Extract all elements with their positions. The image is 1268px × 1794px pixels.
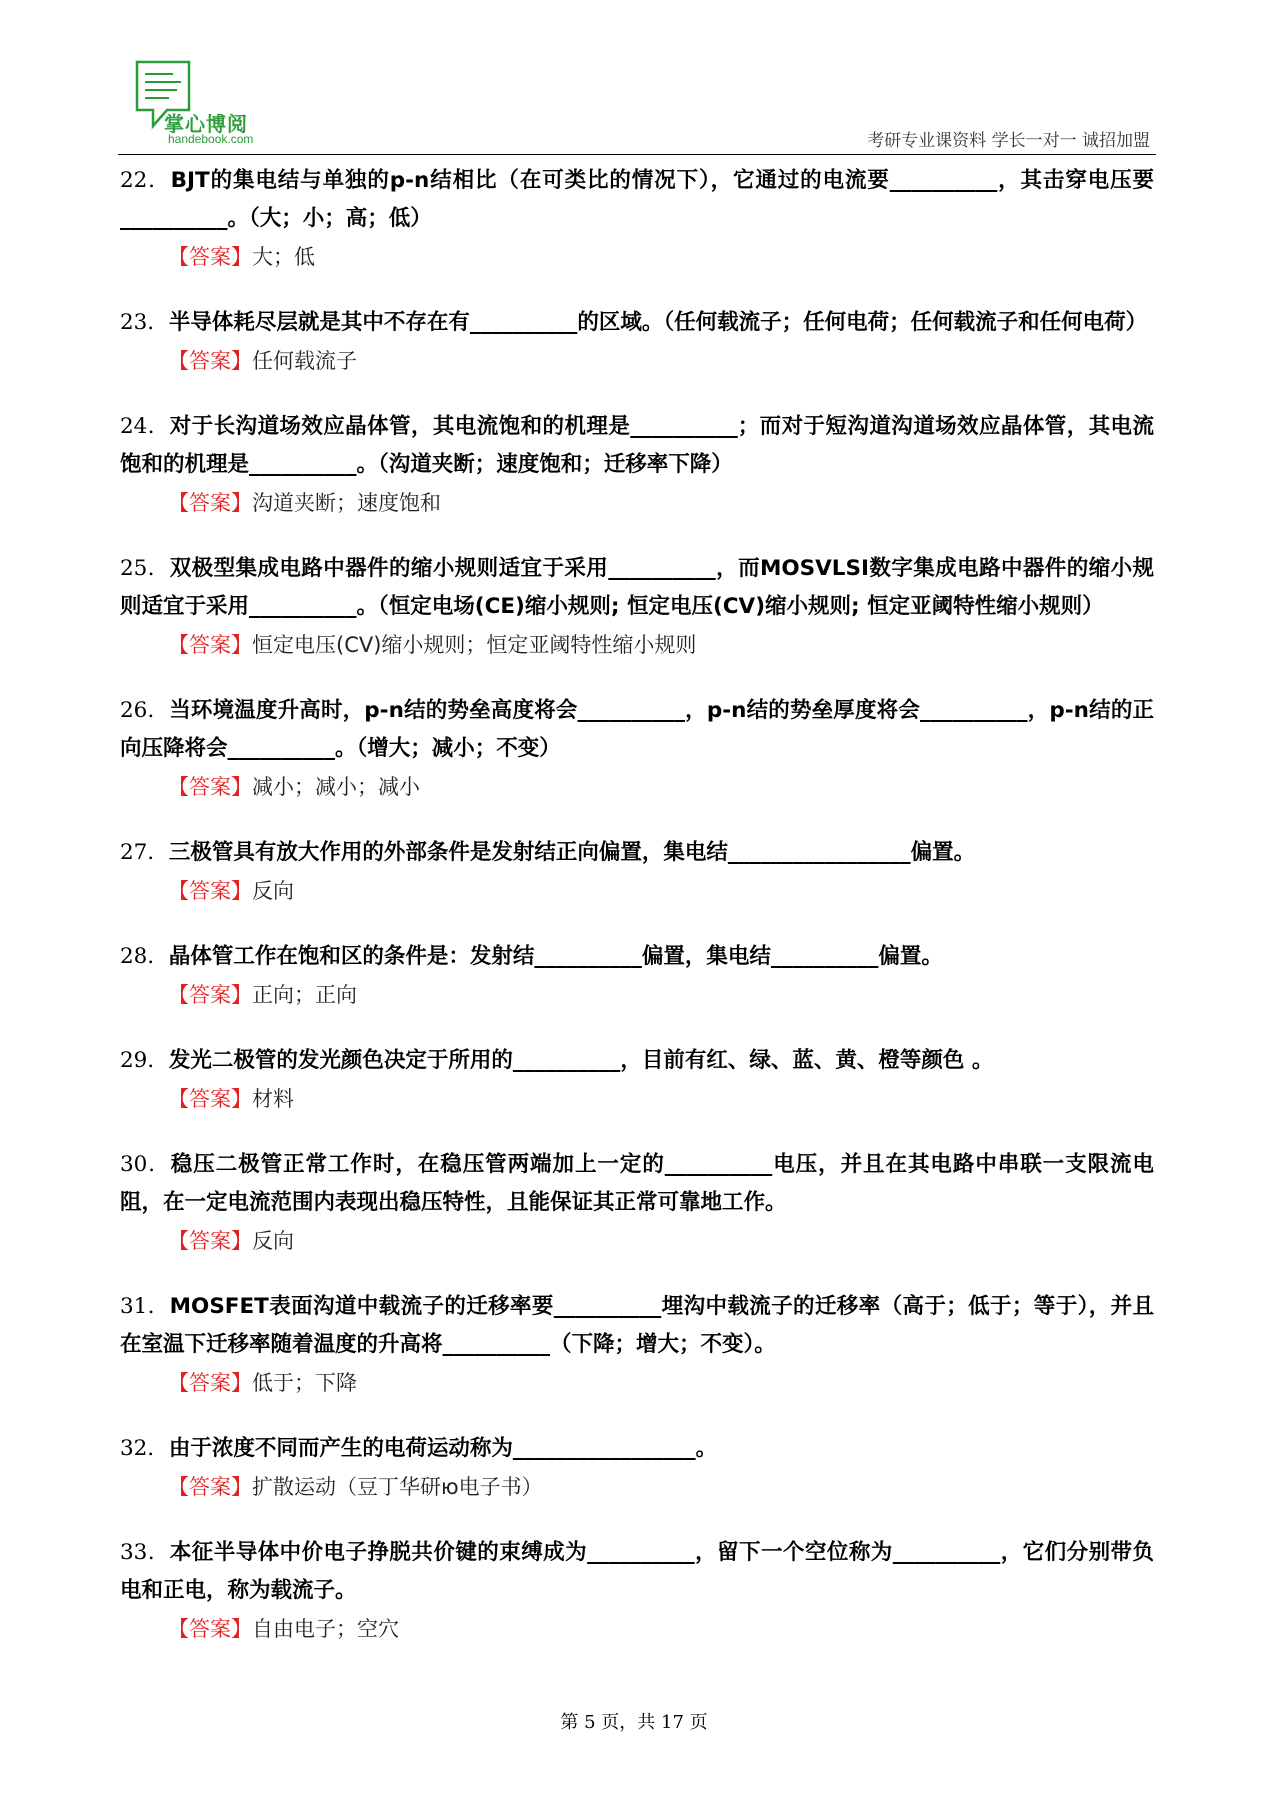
question-text [120, 938, 1154, 976]
answer-text: 正向；正向 [252, 983, 357, 1007]
answer-text: 恒定电压(CV)缩小规则；恒定亚阈特性缩小规则 [252, 633, 697, 657]
question-number: 26． [120, 698, 170, 723]
question-body: MOSFET表面沟道中载流子的迁移率要__________埋沟中载流子的迁移率（高于；低于；等于），并且在室温下迁移率随着温度的升高将__________（下降；增大；不变）。 [120, 1294, 1154, 1357]
answer-text: 减小；减小；减小 [252, 775, 420, 799]
answer-text: 扩散运动（豆丁华研ю电子书） [252, 1475, 543, 1499]
logo-subtitle: handebook.com [168, 132, 254, 146]
answer-line [120, 1222, 1154, 1260]
question-text [120, 1146, 1154, 1222]
answer-tag: 【答案】 [168, 1371, 252, 1395]
question-item [120, 1146, 1154, 1260]
question-number: 31． [120, 1294, 170, 1319]
answer-line [120, 1364, 1154, 1402]
header-tagline: 考研专业课资料 学长一对一 诚招加盟 [867, 131, 1150, 151]
answer-tag: 【答案】 [168, 245, 252, 269]
question-item [120, 1042, 1154, 1118]
spacer [120, 664, 1154, 692]
question-number: 32． [120, 1436, 169, 1461]
header-divider [118, 154, 1156, 155]
question-item [120, 1534, 1154, 1648]
question-text [120, 162, 1154, 238]
question-item [120, 692, 1154, 806]
answer-text: 自由电子；空穴 [252, 1617, 399, 1641]
spacer [120, 380, 1154, 408]
answer-tag: 【答案】 [168, 983, 252, 1007]
answer-text: 低于；下降 [252, 1371, 357, 1395]
question-number: 27． [120, 840, 169, 865]
answer-tag: 【答案】 [168, 1617, 252, 1641]
answer-line [120, 238, 1154, 276]
question-text [120, 304, 1154, 342]
spacer [120, 1506, 1154, 1534]
question-number: 24． [120, 414, 170, 439]
question-body: 对于长沟道场效应晶体管，其电流饱和的机理是__________；而对于短沟道沟道场效应晶体管，其电流饱和的机理是__________。（沟道夹断；速度饱和；迁移率下降） [120, 414, 1154, 477]
answer-line [120, 484, 1154, 522]
question-text [120, 550, 1154, 626]
question-list [120, 162, 1154, 1648]
answer-tag: 【答案】 [168, 1229, 252, 1253]
question-body: 半导体耗尽层就是其中不存在有__________的区域。（任何载流子；任何电荷；任何载流子和任何电荷） [168, 310, 1148, 335]
question-body: 双极型集成电路中器件的缩小规则适宜于采用__________，而MOSVLSI数字集成电路中器件的缩小规则适宜于采用__________。（恒定电场(CE)缩小规则; 恒定电压(CV)缩小规则; 恒定亚阈特性缩小规则） [120, 556, 1155, 619]
question-number: 30． [120, 1152, 171, 1177]
question-number: 25． [120, 556, 170, 581]
question-body: 当环境温度升高时，p-n结的势垒高度将会__________，p-n结的势垒厚度将会__________，p-n结的正向压降将会__________。（增大；减小；不变） [120, 698, 1154, 761]
logo-text: 掌心博阅 [164, 112, 248, 136]
question-number: 22． [120, 168, 171, 193]
spacer [120, 910, 1154, 938]
answer-tag: 【答案】 [168, 349, 252, 373]
question-body: 三极管具有放大作用的外部条件是发射结正向偏置，集电结_________________偏置。 [168, 840, 976, 865]
answer-line [120, 872, 1154, 910]
answer-tag: 【答案】 [168, 491, 252, 515]
question-item [120, 1288, 1154, 1402]
question-number: 33． [120, 1540, 170, 1565]
spacer [120, 522, 1154, 550]
answer-text: 任何载流子 [252, 349, 357, 373]
answer-text: 材料 [252, 1087, 294, 1111]
question-item [120, 162, 1154, 276]
spacer [120, 1402, 1154, 1430]
question-body: BJT的集电结与单独的p-n结相比（在可类比的情况下），它通过的电流要__________，其击穿电压要__________。（大；小；高；低） [120, 168, 1155, 231]
question-body: 晶体管工作在饱和区的条件是：发射结__________偏置，集电结__________偏置。 [168, 944, 943, 969]
question-number: 29． [120, 1048, 169, 1073]
answer-tag: 【答案】 [168, 1087, 252, 1111]
question-text [120, 1042, 1154, 1080]
answer-tag: 【答案】 [168, 1475, 252, 1499]
question-text [120, 1534, 1154, 1610]
answer-line [120, 1468, 1154, 1506]
answer-line [120, 976, 1154, 1014]
answer-line [120, 342, 1154, 380]
question-text [120, 834, 1154, 872]
question-text [120, 408, 1154, 484]
question-number: 23． [120, 310, 169, 335]
question-body: 发光二极管的发光颜色决定于所用的__________，目前有红、绿、蓝、黄、橙等颜色 。 [168, 1048, 994, 1073]
answer-line [120, 768, 1154, 806]
question-item [120, 408, 1154, 522]
answer-tag: 【答案】 [168, 633, 252, 657]
question-body: 稳压二极管正常工作时，在稳压管两端加上一定的__________电压，并且在其电路中串联一支限流电阻，在一定电流范围内表现出稳压特性，且能保证其正常可靠地工作。 [120, 1152, 1155, 1215]
question-text [120, 1430, 1154, 1468]
answer-text: 沟道夹断；速度饱和 [252, 491, 441, 515]
question-item [120, 834, 1154, 910]
question-body: 本征半导体中价电子挣脱共价键的束缚成为__________，留下一个空位称为__________，它们分别带负电和正电，称为载流子。 [120, 1540, 1154, 1603]
spacer [120, 1260, 1154, 1288]
answer-line [120, 1610, 1154, 1648]
question-item [120, 304, 1154, 380]
spacer [120, 806, 1154, 834]
question-item [120, 1430, 1154, 1506]
answer-line [120, 626, 1154, 664]
question-item [120, 938, 1154, 1014]
question-number: 28． [120, 944, 169, 969]
answer-line [120, 1080, 1154, 1118]
answer-tag: 【答案】 [168, 879, 252, 903]
answer-tag: 【答案】 [168, 775, 252, 799]
spacer [120, 1014, 1154, 1042]
question-body: 由于浓度不同而产生的电荷运动称为_________________。 [168, 1436, 718, 1461]
question-item [120, 550, 1154, 664]
answer-text: 反向 [252, 879, 294, 903]
question-text [120, 692, 1154, 768]
spacer [120, 276, 1154, 304]
page-footer: 第 5 页，共 17 页 [560, 1712, 708, 1733]
question-text [120, 1288, 1154, 1364]
spacer [120, 1118, 1154, 1146]
answer-text: 大；低 [252, 245, 315, 269]
answer-text: 反向 [252, 1229, 294, 1253]
